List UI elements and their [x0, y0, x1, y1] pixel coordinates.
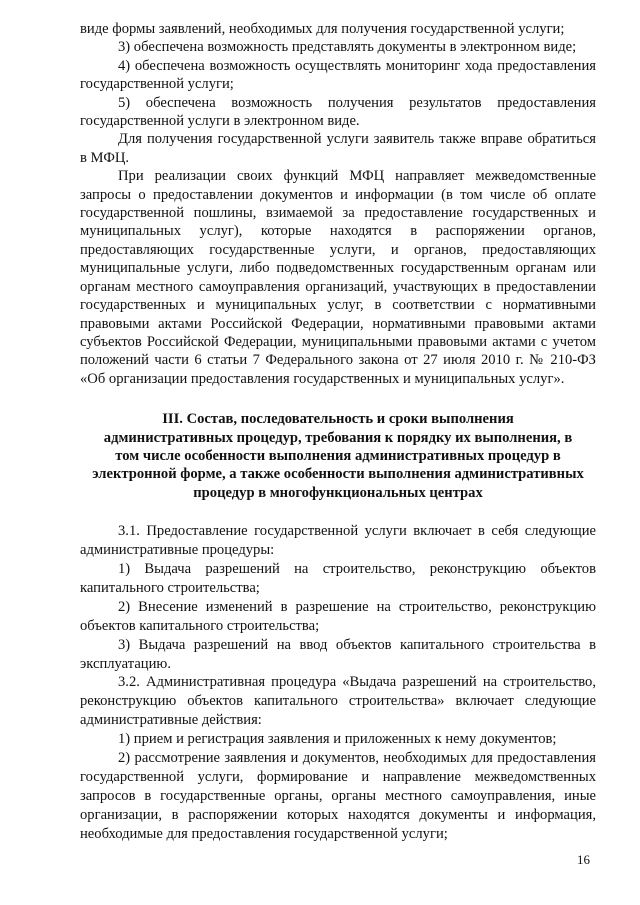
- paragraph: Для получения государственной услуги заявитель также вправе обратиться в МФЦ.: [80, 131, 596, 166]
- paragraph: 2) рассмотрение заявления и документов, необходимых для предоставления государственной услуги, формирование и направление межведомственных запросов в государственные органы, органы местного самоуправления, иные организации, в распоряжении которых находятся документы и информация, необходимые для предоставления государственной услуги;: [80, 750, 596, 842]
- heading-line: III. Состав, последовательность и сроки выполнения: [162, 411, 514, 428]
- paragraph: 2) Внесение изменений в разрешение на строительство, реконструкцию объектов капитального строительства;: [80, 598, 596, 634]
- section-intro: [80, 20, 596, 388]
- section-heading: [80, 410, 596, 502]
- paragraph: 4) обеспечена возможность осуществлять мониторинг хода предоставления государственной услуги;: [80, 57, 596, 93]
- heading-line: том числе особенности выполнения административных процедур в: [115, 447, 561, 464]
- paragraph: 3.2. Административная процедура «Выдача разрешений на строительство, реконструкцию объектов капитального строительства» включает следующие административные действия:: [80, 674, 596, 729]
- paragraph: 3.1. Предоставление государственной услуги включает в себя следующие административные процедуры:: [80, 523, 596, 559]
- heading-line: административных процедур, требования к порядку их выполнения, в: [103, 429, 573, 446]
- paragraph: 1) Выдача разрешений на строительство, реконструкцию объектов капитального строительства;: [80, 560, 596, 596]
- paragraph: 5) обеспечена возможность получения результатов предоставления государственной услуги в электронном виде.: [80, 94, 596, 130]
- heading-line: электронной форме, а также особенности выполнения административных: [92, 466, 584, 483]
- paragraph: 3) Выдача разрешений на ввод объектов капитального строительства в эксплуатацию.: [80, 636, 596, 672]
- paragraph: 1) прием и регистрация заявления и приложенных к нему документов;: [118, 731, 557, 748]
- section-procedures: [80, 522, 596, 843]
- heading-line: процедур в многофункциональных центрах: [193, 484, 483, 501]
- paragraph: виде формы заявлений, необходимых для получения государственной услуги;: [80, 21, 565, 37]
- paragraph: При реализации своих функций МФЦ направляет межведомственные запросы о предоставлении документов и информации (в том числе об оплате государственной пошлины, взимаемой за предоставление государственных и муниципальных услуг), которые находятся в распоряжении органов, предоставляющих государственные услуги, и органов, предоставляющих муниципальные услуги, либо подведомственных государственным органам или органам местного самоуправления организаций, участвующих в предоставлении государственных и муниципальных услуг, в соответствии с нормативными правовыми актами Российской Федерации, нормативными правовыми актами субъектов Российской Федерации, муниципальными правовыми актами с учетом положений части 6 статьи 7 Федерального закона от 27 июля 2010 г. № 210-ФЗ «Об организации предоставления государственных и муниципальных услуг».: [80, 168, 596, 387]
- page-number: 16: [577, 852, 590, 867]
- paragraph: 3) обеспечена возможность представлять документы в электронном виде;: [118, 39, 577, 56]
